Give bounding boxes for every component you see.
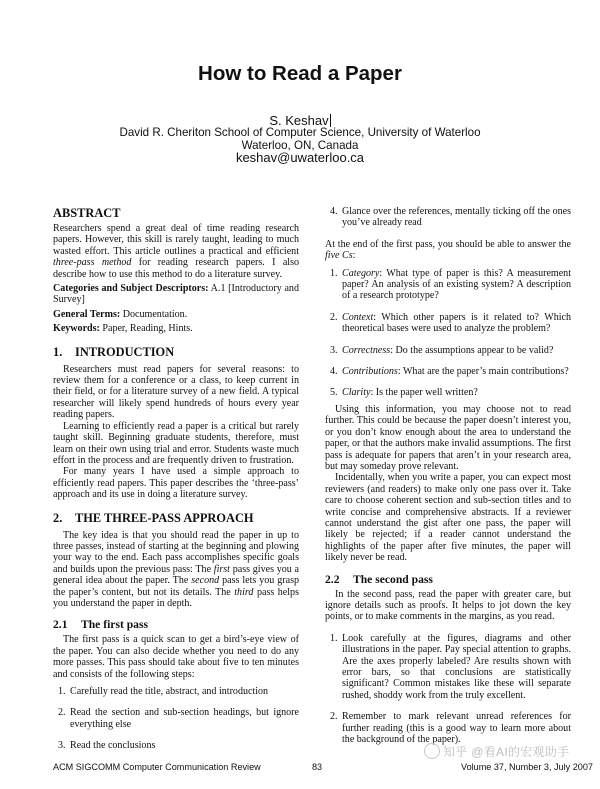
intro-paragraph-2: Learning to efficiently read a paper is a critical but rarely taught skill. Beginning graduate students, therefore, must learn on their own using trial and error. Students waste much effort in the process and are frequently driven to frustration.	[53, 420, 299, 466]
author-affiliation: David R. Cheriton School of Computer Science, University of Waterloo	[119, 126, 481, 139]
first-pass-paragraph: The first pass is a quick scan to get a bird’s-eye view of the paper. You can also decide whether you need to do any more passes. This pass should take about five to ten minutes and consists of the following steps:	[53, 634, 299, 680]
general-terms-line: General Terms: Documentation.	[53, 308, 188, 320]
left-column	[53, 206, 299, 762]
second-pass-items	[325, 633, 571, 746]
five-cs-intro: At the end of the first pass, you should be able to answer the five Cs:	[325, 238, 571, 262]
list-item: 4. Glance over the references, mentally ticking off the ones you’ve already read	[330, 206, 571, 229]
author-name-text: S. Keshav	[269, 113, 329, 128]
first-pass-steps-continued	[325, 206, 571, 229]
subsection-heading-first-pass: 2.1 The first pass	[53, 618, 148, 632]
list-item: 2. Remember to mark relevant unread references for further reading (this is a good way to learn more about the background of the paper).	[330, 711, 571, 746]
section-heading-introduction: 1. INTRODUCTION	[53, 344, 175, 359]
five-cs-list	[325, 268, 571, 399]
abstract-heading: ABSTRACT	[53, 206, 121, 220]
paper-title: How to Read a Paper	[198, 62, 402, 85]
first-pass-steps	[53, 686, 299, 752]
footer-venue: ACM SIGCOMM Computer Communication Review	[53, 762, 261, 772]
intro-paragraph-3: For many years I have used a simple approach to efficiently read papers. This paper describes the ‘three-pass’ approach and its use in doing a literature survey.	[53, 466, 299, 501]
first-pass-followup-2: Incidentally, when you write a paper, you can expect most reviewers (and readers) to make only one pass over it. Take care to choose coherent section and sub-section titles and to write concise and comprehensive abstracts. If a reviewer cannot understand the gist after one pass, the paper will likely be rejected; if a reader cannot understand the highlights of the paper after five minutes, the paper will likely never be read.	[325, 472, 571, 564]
categories-line: Categories and Subject Descriptors: A.1 [Introductory and Survey]	[53, 283, 299, 306]
footer-page-number: 83	[312, 762, 323, 772]
list-item: 1. Category: What type of paper is this? A measurement paper? An analysis of an existing system? A description of a research prototype?	[330, 267, 571, 302]
list-item: 5. Clarity: Is the paper well written?	[330, 387, 478, 399]
list-item: 4. Contributions: What are the paper’s main contributions?	[330, 366, 569, 378]
keywords-line: Keywords: Paper, Reading, Hints.	[53, 323, 193, 335]
second-pass-paragraph: In the second pass, read the paper with greater care, but ignore details such as proofs. It helps to jot down the key points, or to make comments in the margins, as you read.	[325, 588, 571, 623]
three-pass-paragraph: The key idea is that you should read the paper in up to three passes, instead of starting at the beginning and plowing your way to the end. Each pass accomplishes specific goals and builds upon the previous pass: The first pass gives you a general idea about the paper. The second pass lets you grasp the paper’s content, but not its details. The third pass helps you understand the paper in depth.	[53, 529, 300, 609]
right-column	[325, 206, 571, 755]
list-item: 1. Carefully read the title, abstract, and introduction	[58, 686, 269, 697]
section-heading-three-pass: 2. THE THREE-PASS APPROACH	[53, 510, 254, 525]
watermark-logo-icon	[424, 743, 440, 759]
list-item: 1. Look carefully at the figures, diagrams and other illustrations in the paper. Pay special attention to graphs. Are the axes properly labeled? Are results shown with error bars, so that conclusions are statistically significant? Common mistakes like these will separate rushed, shoddy work from the truly excellent.	[330, 632, 571, 701]
abstract-text: Researchers spend a great deal of time reading research papers. However, this skill is rarely taught, leading to much wasted effort. This article outlines a practical and efficient three-pass method for reading research papers. I also describe how to use this method to do a literature survey.	[53, 223, 299, 280]
author-location: Waterloo, ON, Canada	[241, 139, 359, 152]
watermark: 知乎 @看AI的宏观助手	[424, 743, 569, 760]
first-pass-followup-1: Using this information, you may choose not to read further. This could be because the paper doesn’t interest you, or you don’t know enough about the area to understand the paper, or that the authors make invalid assumptions. The first pass is adequate for papers that aren’t in your research area, but may someday prove relevant.	[325, 403, 571, 472]
list-item: 2. Context: Which other papers is it related to? Which theoretical bases were used to analyze the problem?	[330, 311, 571, 335]
author-email[interactable]: keshav@uwaterloo.ca	[235, 150, 365, 165]
intro-paragraph-1: Researchers must read papers for several reasons: to review them for a conference or a class, to keep current in their field, or for a literature survey of a new field. A typical researcher will likely spend hundreds of hours every year reading papers.	[53, 363, 299, 421]
subsection-heading-second-pass: 2.2 The second pass	[325, 572, 433, 586]
footer-issue: Volume 37, Number 3, July 2007	[461, 762, 593, 772]
list-item: 3. Read the conclusions	[58, 740, 156, 752]
list-item: 3. Correctness: Do the assumptions appear to be valid?	[330, 344, 554, 356]
list-item: 2. Read the section and sub-section headings, but ignore everything else	[58, 707, 299, 730]
